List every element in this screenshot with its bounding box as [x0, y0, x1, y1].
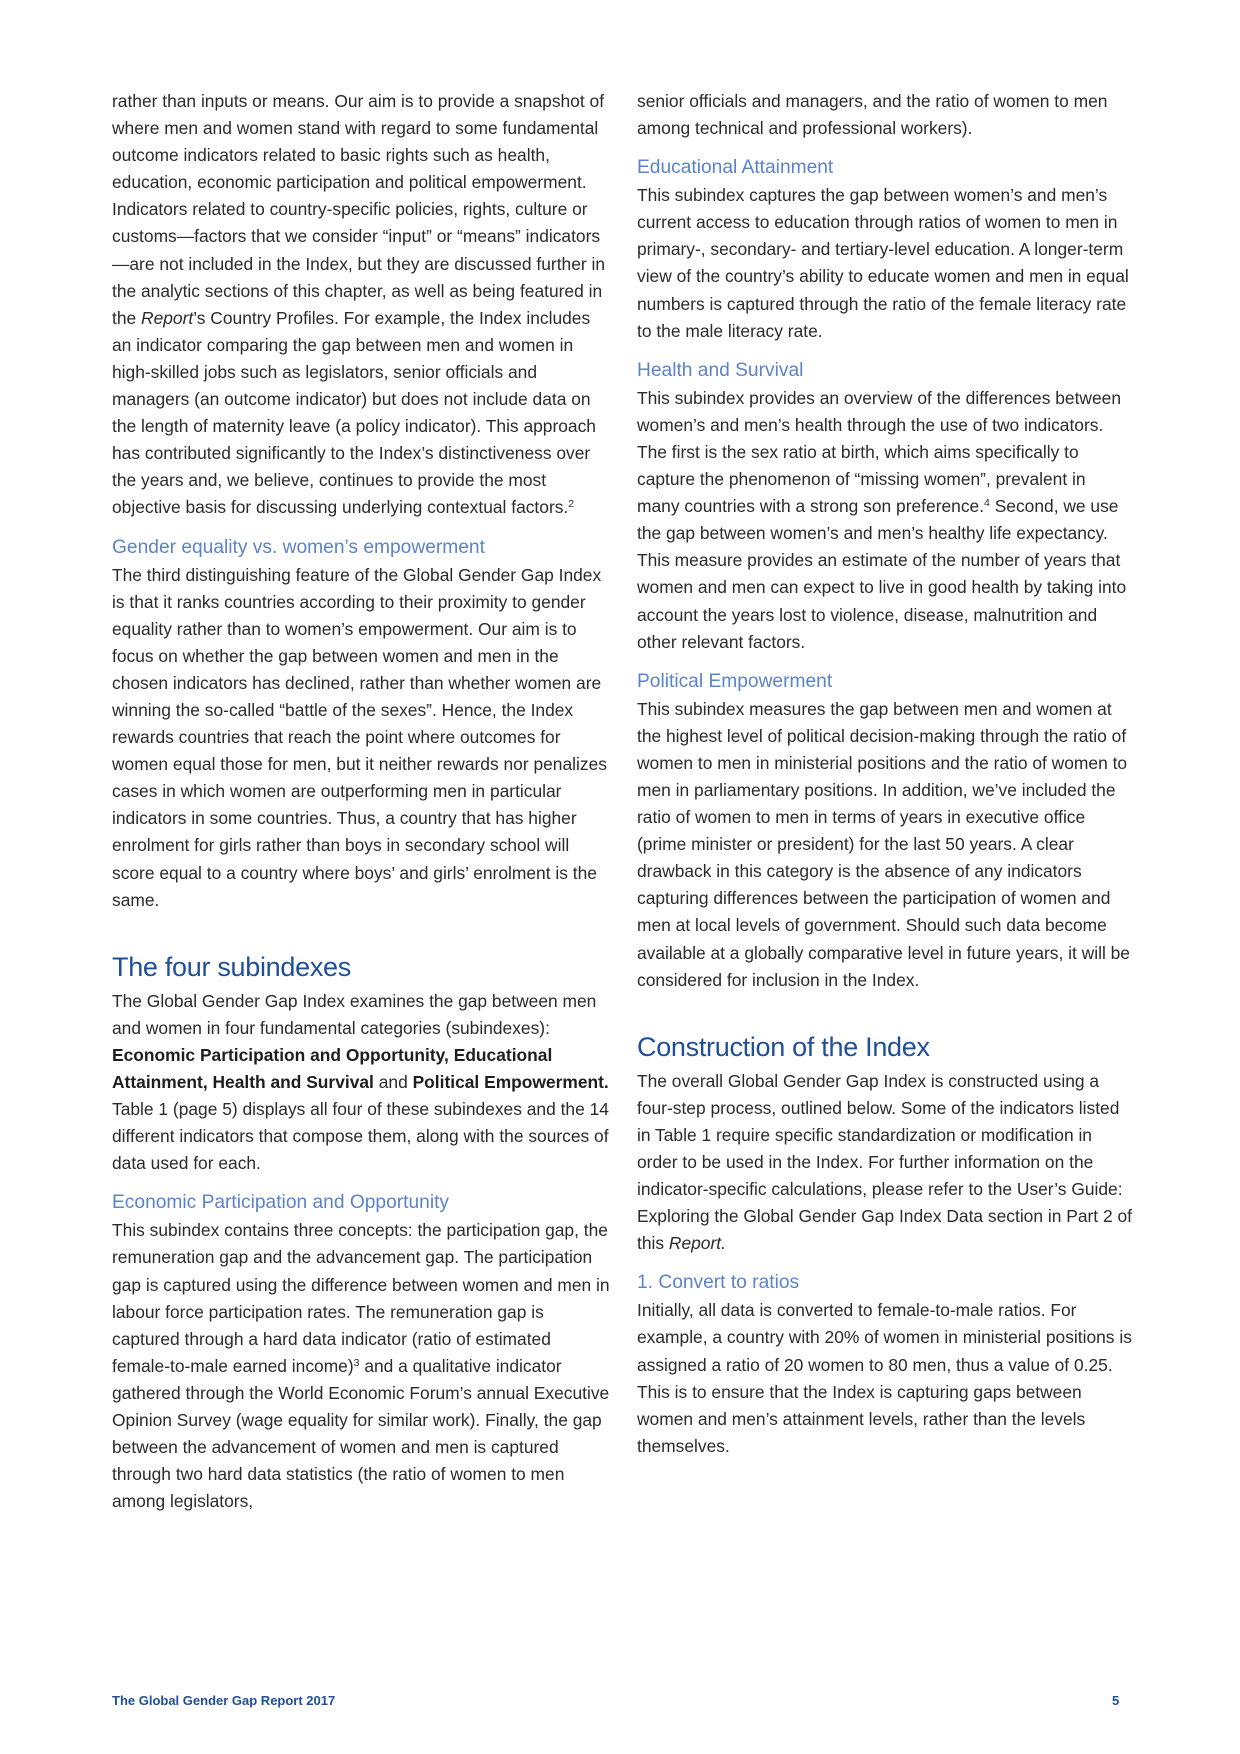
political-paragraph: This subindex measures the gap between men and women at the highest level of political decision-making through the ratio of women to men in ministerial positions and the ratio of women to men in parliamentary positions. In addition, we’ve included the ratio of women to men in terms of years in executive office (prime minister or president) for the last 50 years. A clear drawback in this category is the absence of any indicators capturing differences between the participation of women and men at local levels of government. Should such data become available at a globally comparative level in future years, it will be considered for inclusion in the Index. — [637, 698, 1130, 990]
right-column — [637, 88, 1132, 1460]
economic-paragraph: This subindex contains three concepts: the participation gap, the remuneration gap and the advancement gap. The participation gap is captured using the difference between women and men in labour force participation rates. The remuneration gap is captured through a hard data indicator (ratio of estimated female-to-male earned income)$^3$ and a qualitative indicator gathered through the World Economic Forum’s annual Executive Opinion Survey (wage equality for similar work). Finally, the gap between the advancement of women and men is captured through two hard data statistics (the ratio of women to men among legislators, — [112, 1220, 610, 1512]
subheading-political: Political Empowerment — [637, 670, 833, 692]
subheading-gender-equality: Gender equality vs. women’s empowerment — [112, 536, 485, 558]
footnote-marker: 3 — [353, 1356, 360, 1369]
report-italic: Report — [141, 307, 194, 328]
subheading-economic: Economic Participation and Opportunity — [112, 1192, 450, 1214]
health-paragraph: This subindex provides an overview of the differences between women’s and men’s health through the use of two indicators. The first is the sex ratio at birth, which aims specifically to capture the phenomenon of “missing women”, prevalent in many countries with a strong son preference.$^4$ Second, we use the gap between women’s and men’s healthy life expectancy. This measure provides an estimate of the number of years that women and men can expect to live in good health by taking into account the years lost to violence, disease, malnutrition and other relevant factors. — [637, 387, 1127, 652]
subheading-educational: Educational Attainment — [637, 157, 834, 179]
subheading-convert: 1. Convert to ratios — [637, 1272, 800, 1294]
left-column — [112, 88, 610, 1515]
footer-page-number: 5 — [1112, 1693, 1120, 1708]
continuation-paragraph: senior officials and managers, and the ratio of women to men among technical and professional workers). — [637, 91, 1108, 139]
intro-paragraph: rather than inputs or means. Our aim is to provide a snapshot of where men and women stand with regard to some fundamental outcome indicators related to basic rights such as health, education, economic participation and political empowerment. Indicators related to country-specific policies, rights, culture or customs—factors that we consider “input” or “means” indicators—are not included in the Index, but they are discussed further in the analytic sections of this chapter, as well as being featured in the Report’s Country Profiles. For example, the Index includes an indicator comparing the gap between men and women in high-skilled jobs such as legislators, senior officials and managers (an outcome indicator) but does not include data on the length of maternity leave (a policy indicator). This approach has contributed significantly to the Index’s distinctiveness over the years and, we believe, continues to provide the most objective basis for discussing underlying contextual factors.$^2$ — [112, 91, 606, 518]
subheading-health: Health and Survival — [637, 359, 804, 381]
heading-construction: Construction of the Index — [637, 1031, 930, 1062]
heading-four-subindexes: The four subindexes — [112, 951, 351, 982]
four-subindexes-paragraph: The Global Gender Gap Index examines the gap between men and women in four fundamental categories (subindexes): Economic Participation and Opportunity, Educational Attainment, Health and Survival and Political Empowerment. Table 1 (page 5) displays all four of these subindexes and the 14 different indicators that compose them, along with the sources of data used for each. — [112, 990, 609, 1174]
construction-paragraph: The overall Global Gender Gap Index is constructed using a four-step process, outlined below. Some of the indicators listed in Table 1 require specific standardization or modification in order to be used in the Index. For further information on the indicator-specific calculations, please refer to the User’s Guide: Exploring the Global Gender Gap Index Data section in Part 2 of this Report. — [637, 1070, 1132, 1254]
footnote-marker: 2 — [568, 498, 575, 511]
convert-paragraph: Initially, all data is converted to female-to-male ratios. For example, a country with 20% of women in ministerial positions is assigned a ratio of 20 women to 80 men, thus a value of 0.25. This is to ensure that the Index is capturing gaps between women and men’s attainment levels, rather than the levels themselves. — [637, 1300, 1132, 1456]
gender-equality-paragraph: The third distinguishing feature of the Global Gender Gap Index is that it ranks countries according to their proximity to gender equality rather than to women’s empowerment. Our aim is to focus on whether the gap between women and men in the chosen indicators has declined, rather than whether women are winning the so-called “battle of the sexes”. Hence, the Index rewards countries that reach the point where outcomes for women equal those for men, but it neither rewards nor penalizes cases in which women are outperforming men in particular indicators in some countries. Thus, a country that has higher enrolment for girls rather than boys in secondary school will score equal to a country where boys’ and girls’ enrolment is the same. — [112, 564, 607, 910]
footnote-marker: 4 — [984, 497, 990, 510]
educational-paragraph: This subindex captures the gap between women’s and men’s current access to education through ratios of women to men in primary-, secondary- and tertiary-level education. A longer-term view of the country’s ability to educate women and men in equal numbers is captured through the ratio of the female literacy rate to the male literacy rate. — [637, 185, 1129, 341]
footer-report-title: The Global Gender Gap Report 2017 — [112, 1693, 336, 1708]
